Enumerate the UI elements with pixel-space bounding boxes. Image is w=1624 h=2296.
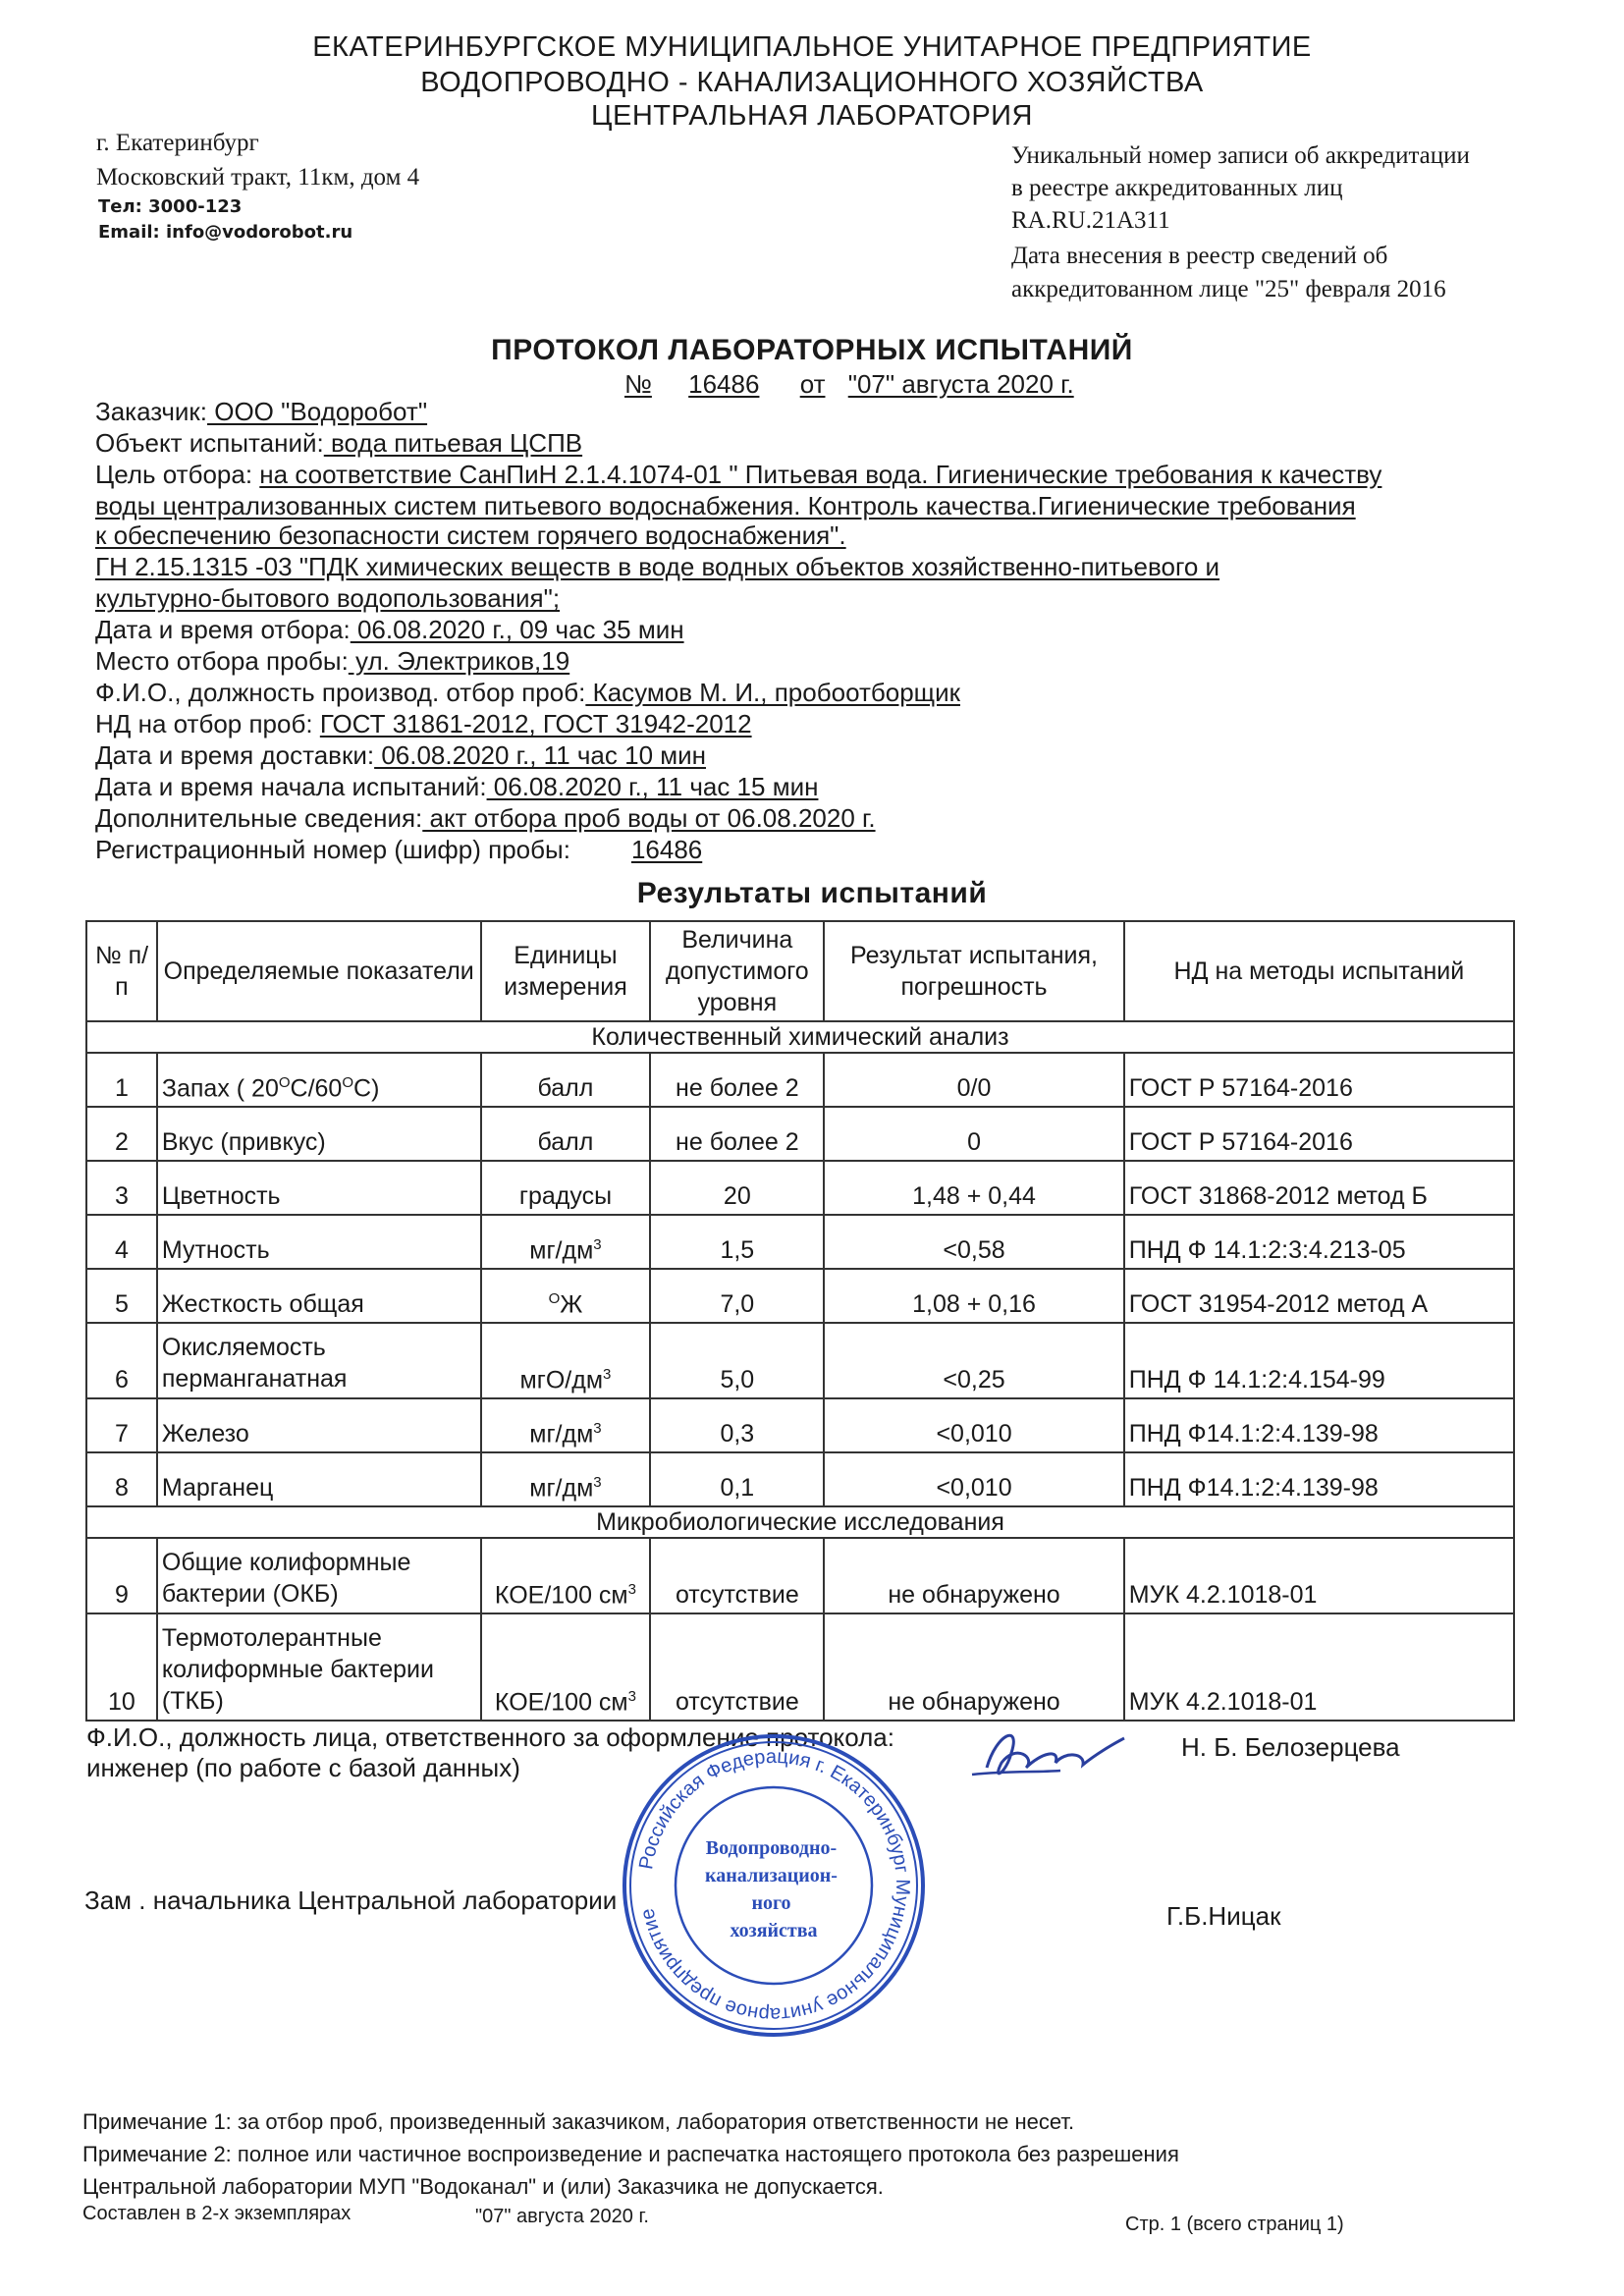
copies-note: Составлен в 2-х экземплярах [82, 2203, 352, 2224]
extra-info-field [95, 803, 876, 833]
responsible-position: инженер (по работе с базой данных) [86, 1753, 520, 1782]
copies-date: "07" августа 2020 г. [475, 2206, 649, 2227]
row-result: 1,48 + 0,44 [824, 1161, 1123, 1215]
row-unit: балл [481, 1053, 651, 1107]
row-no: 8 [86, 1452, 157, 1506]
address-phone: Тел: 3000-123 [98, 196, 243, 217]
protocol-from-label: от [799, 369, 826, 399]
table-row [86, 1107, 1514, 1161]
reg-number-field [95, 835, 702, 864]
purpose-label: Цель отбора: [95, 460, 260, 489]
row-indicator: Запах ( $20^ОС/60^ОС$) [157, 1053, 481, 1107]
sampling-place-value: ул. Электриков,19 [348, 646, 570, 676]
table-row [86, 1215, 1514, 1269]
row-method: ГОСТ 31868-2012 метод Б [1124, 1161, 1514, 1215]
address-email: Email: info@vodorobot.ru [98, 222, 353, 243]
address-street: Московский тракт, 11км, дом 4 [96, 164, 420, 191]
row-no: 2 [86, 1107, 157, 1161]
svg-text:Водопроводно- канализацион: Водопроводно- канализацион- ного хозяйства [705, 1837, 838, 1941]
row-no: 7 [86, 1398, 157, 1452]
row-result: 0 [824, 1107, 1123, 1161]
header-indicator: Определяемые показатели [157, 921, 481, 1021]
page-number: Стр. 1 (всего страниц 1) [1125, 2214, 1344, 2235]
sampling-datetime-field [95, 615, 684, 644]
accreditation-line1: Уникальный номер записи об аккредитации [1011, 142, 1470, 169]
row-result: <0,25 [824, 1323, 1123, 1398]
protocol-number-line [624, 369, 1074, 400]
deputy-name: Г.Б.Ницак [1166, 1901, 1281, 1931]
row-limit: не более 2 [650, 1107, 824, 1161]
accreditation-line4: Дата внесения в реестр сведений об [1011, 243, 1388, 269]
row-unit: $мг/дм^3$ [481, 1215, 651, 1269]
row-no: 1 [86, 1053, 157, 1107]
row-no: 4 [86, 1215, 157, 1269]
row-indicator: Мутность [157, 1215, 481, 1269]
row-limit: отсутствие [650, 1538, 824, 1613]
row-method: МУК 4.2.1018-01 [1124, 1613, 1514, 1721]
sampling-place-field [95, 646, 569, 676]
row-unit: $мг/дм^3$ [481, 1398, 651, 1452]
row-result: 1,08 + 0,16 [824, 1269, 1123, 1323]
object-label: Объект испытаний: [95, 428, 324, 458]
note-1: Примечание 1: за отбор проб, произведенный заказчиком, лаборатория ответственности не несет. [82, 2109, 1075, 2134]
org-name-line3: ЦЕНТРАЛЬНАЯ ЛАБОРАТОРИЯ [591, 100, 1033, 132]
row-unit: $^О$Ж [481, 1269, 651, 1323]
row-method: ПНД Ф 14.1:2:4.154-99 [1124, 1323, 1514, 1398]
test-start-label: Дата и время начала испытаний: [95, 772, 487, 801]
row-result: <0,010 [824, 1452, 1123, 1506]
results-table [85, 920, 1515, 1722]
header-unit: Единицы измерения [481, 921, 651, 1021]
row-method: ГОСТ Р 57164-2016 [1124, 1107, 1514, 1161]
sampler-field [95, 678, 960, 707]
row-result: не обнаружено [824, 1613, 1123, 1721]
row-unit: градусы [481, 1161, 651, 1215]
protocol-no-label: № [624, 369, 652, 399]
signature-icon [967, 1714, 1134, 1792]
accreditation-line5: аккредитованном лице "25" февраля 2016 [1011, 276, 1446, 302]
test-start-value: 06.08.2020 г., 11 час 15 мин [486, 772, 819, 801]
protocol-date: "07" августа 2020 г. [847, 369, 1074, 399]
purpose-line4: ГН 2.15.1315 -03 "ПДК химических веществ в воде водных объектов хозяйственно-питьевого и [95, 552, 1220, 581]
row-method: ГОСТ Р 57164-2016 [1124, 1053, 1514, 1107]
svg-text:Российская Федерация г. Екатер: Российская Федерация г. Екатеринбург Муниципальное унитарное предприятие [635, 1745, 914, 2026]
extra-info-label: Дополнительные сведения: [95, 803, 423, 833]
row-indicator: Общие колиформные бактерии (ОКБ) [157, 1538, 481, 1613]
row-no: 10 [86, 1613, 157, 1721]
accreditation-number: RA.RU.21A311 [1011, 207, 1170, 234]
table-row [86, 1053, 1514, 1107]
responsible-label: Ф.И.О., должность лица, ответственного за оформление протокола: [86, 1722, 894, 1752]
row-method: МУК 4.2.1018-01 [1124, 1538, 1514, 1613]
table-row [86, 1613, 1514, 1721]
table-row [86, 1161, 1514, 1215]
row-unit: $мг/дм^3$ [481, 1452, 651, 1506]
sampling-place-label: Место отбора пробы: [95, 646, 349, 676]
sampling-nd-field [95, 709, 752, 738]
object-value: вода питьевая ЦСПВ [323, 428, 583, 458]
row-method: ПНД Ф 14.1:2:3:4.213-05 [1124, 1215, 1514, 1269]
row-indicator: Вкус (привкус) [157, 1107, 481, 1161]
delivery-label: Дата и время доставки: [95, 740, 375, 770]
delivery-value: 06.08.2020 г., 11 час 10 мин [374, 740, 707, 770]
header-no: № п/п [86, 921, 157, 1021]
row-no: 9 [86, 1538, 157, 1613]
row-limit: 5,0 [650, 1323, 824, 1398]
table-row [86, 1452, 1514, 1506]
responsible-name: Н. Б. Белозерцева [1181, 1732, 1400, 1762]
row-limit: 0,3 [650, 1398, 824, 1452]
results-title: Результаты испытаний [636, 877, 988, 909]
row-limit: 20 [650, 1161, 824, 1215]
section-micro: Микробиологические исследования [86, 1506, 1514, 1538]
row-result: <0,58 [824, 1215, 1123, 1269]
row-unit: мгО/$дм^3$ [481, 1323, 651, 1398]
sampling-datetime-value: 06.08.2020 г., 09 час 35 мин [350, 615, 684, 644]
table-row [86, 1538, 1514, 1613]
sampling-nd-value: ГОСТ 31861-2012, ГОСТ 31942-2012 [319, 709, 752, 738]
row-unit: балл [481, 1107, 651, 1161]
row-result: не обнаружено [824, 1538, 1123, 1613]
row-result: 0/0 [824, 1053, 1123, 1107]
purpose-line5: культурно-бытового водопользования"; [95, 583, 561, 613]
customer-field [95, 397, 427, 426]
customer-value: ООО "Водоробот" [207, 397, 428, 426]
row-no: 6 [86, 1323, 157, 1398]
purpose-field [95, 460, 1381, 489]
row-indicator: Цветность [157, 1161, 481, 1215]
sampler-label: Ф.И.О., должность производ. отбор проб: [95, 678, 586, 707]
row-result: <0,010 [824, 1398, 1123, 1452]
table-header-row [86, 921, 1514, 1021]
row-indicator: Марганец [157, 1452, 481, 1506]
customer-label: Заказчик: [95, 397, 208, 426]
table-row [86, 1323, 1514, 1398]
section-chemical: Количественный химический анализ [86, 1021, 1514, 1053]
reg-number-label: Регистрационный номер (шифр) пробы: [95, 835, 570, 864]
row-indicator: Железо [157, 1398, 481, 1452]
header-method: НД на методы испытаний [1124, 921, 1514, 1021]
row-indicator: Термотолерантные колиформные бактерии (ТКБ) [157, 1613, 481, 1721]
note-3: Центральной лаборатории МУП "Водоканал" и (или) Заказчика не допускается. [82, 2174, 884, 2199]
row-limit: отсутствие [650, 1613, 824, 1721]
purpose-line1: на соответствие СанПиН 2.1.4.1074-01 " Питьевая вода. Гигиенические требования к качеству [259, 460, 1382, 489]
row-limit: 0,1 [650, 1452, 824, 1506]
table-row [86, 1398, 1514, 1452]
row-indicator: Жесткость общая [157, 1269, 481, 1323]
row-unit: КОЕ/100 $см^3$ [481, 1613, 651, 1721]
note-2: Примечание 2: полное или частичное воспроизведение и распечатка настоящего протокола без разрешения [82, 2142, 1179, 2166]
test-start-field [95, 772, 818, 801]
header-result: Результат испытания, погрешность [824, 921, 1123, 1021]
address-city: г. Екатеринбург [96, 130, 259, 156]
sampling-datetime-label: Дата и время отбора: [95, 615, 351, 644]
reg-number-value: 16486 [630, 835, 703, 864]
seal-icon [617, 1728, 931, 2043]
row-no: 5 [86, 1269, 157, 1323]
deputy-label: Зам . начальника Центральной лаборатории [84, 1886, 618, 1915]
purpose-line3: к обеспечению безопасности систем горячего водоснабжения". [95, 520, 846, 550]
sampler-value: Касумов М. И., пробоотборщик [585, 678, 960, 707]
object-field [95, 428, 582, 458]
extra-info-value: акт отбора проб воды от 06.08.2020 г. [422, 803, 876, 833]
protocol-number: 16486 [688, 369, 760, 399]
accreditation-line2: в реестре аккредитованных лиц [1011, 175, 1343, 201]
row-indicator: Окисляемость перманганатная [157, 1323, 481, 1398]
row-limit: 1,5 [650, 1215, 824, 1269]
row-method: ПНД Ф14.1:2:4.139-98 [1124, 1452, 1514, 1506]
row-unit: КОЕ/100 $см^3$ [481, 1538, 651, 1613]
header-limit: Величина допустимого уровня [650, 921, 824, 1021]
delivery-field [95, 740, 706, 770]
protocol-title: ПРОТОКОЛ ЛАБОРАТОРНЫХ ИСПЫТАНИЙ [491, 334, 1133, 366]
purpose-line2: воды централизованных систем питьевого водоснабжения. Контроль качества.Гигиенические требования [95, 491, 1356, 520]
row-limit: 7,0 [650, 1269, 824, 1323]
sampling-nd-label: НД на отбор проб: [95, 709, 320, 738]
table-row [86, 1269, 1514, 1323]
row-method: ГОСТ 31954-2012 метод А [1124, 1269, 1514, 1323]
row-no: 3 [86, 1161, 157, 1215]
row-method: ПНД Ф14.1:2:4.139-98 [1124, 1398, 1514, 1452]
org-name-line1: ЕКАТЕРИНБУРГСКОЕ МУНИЦИПАЛЬНОЕ УНИТАРНОЕ ПРЕДПРИЯТИЕ [312, 31, 1312, 63]
row-limit: не более 2 [650, 1053, 824, 1107]
org-name-line2: ВОДОПРОВОДНО - КАНАЛИЗАЦИОННОГО ХОЗЯЙСТВА [420, 67, 1204, 98]
